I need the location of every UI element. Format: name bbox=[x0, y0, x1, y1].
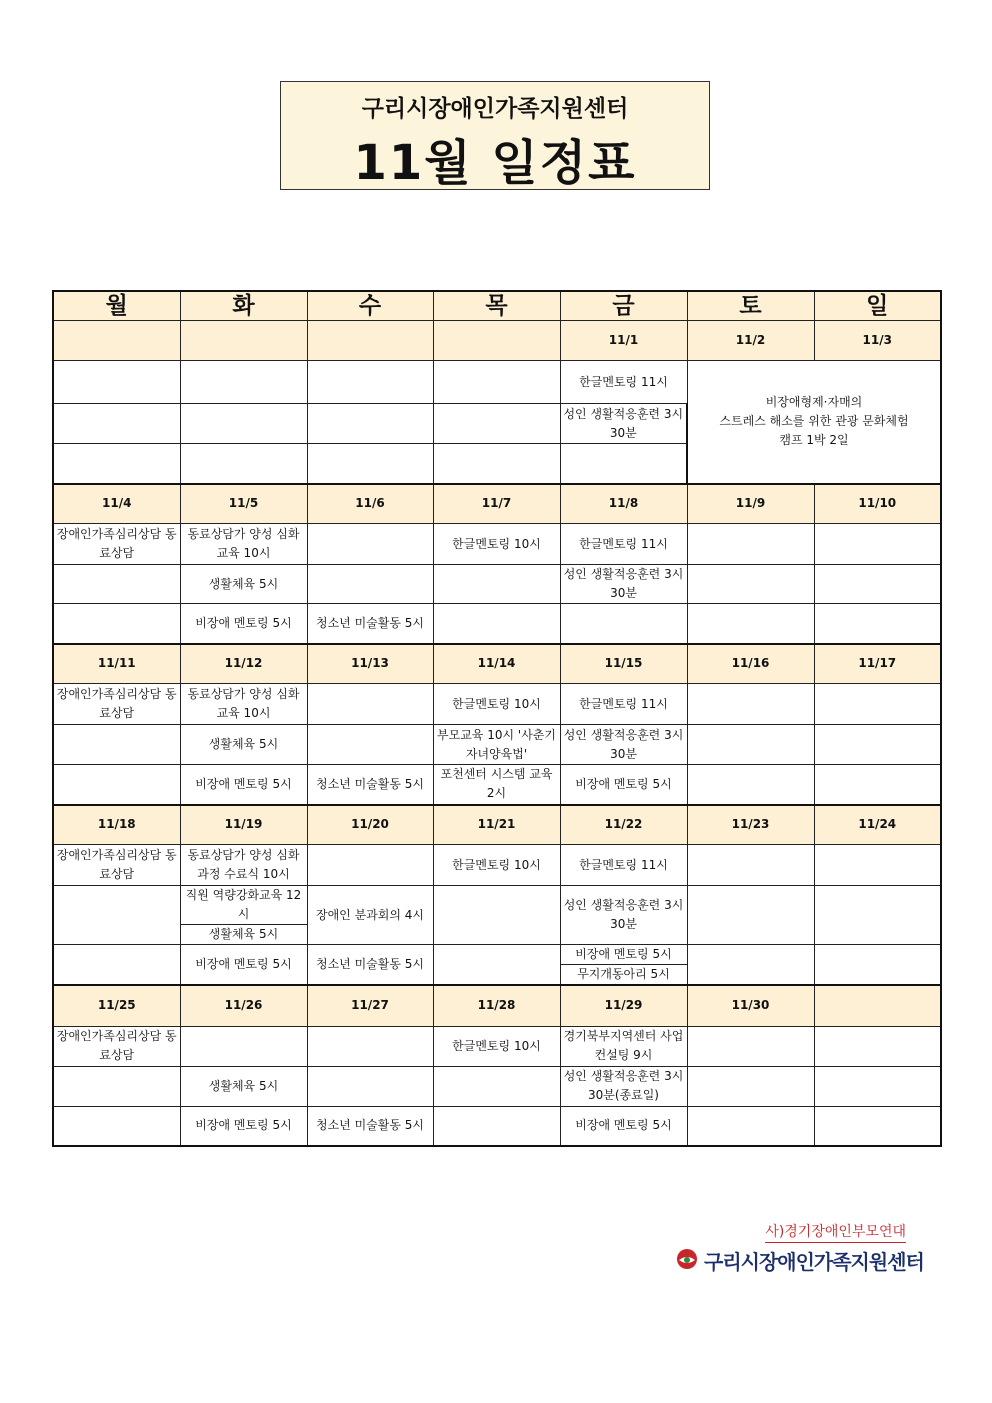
event-cell bbox=[687, 845, 814, 886]
event-cell: 청소년 미술활동 5시 bbox=[307, 1106, 433, 1146]
event-cell bbox=[307, 845, 433, 886]
date-cell: 11/22 bbox=[560, 805, 687, 845]
event-cell bbox=[307, 404, 433, 444]
event-cell: 한글멘토링 11시 bbox=[560, 684, 687, 725]
date-cell: 11/16 bbox=[687, 644, 814, 684]
week2-event-row bbox=[53, 524, 941, 565]
event-cell: 장애인가족심리상담 동료상담 bbox=[53, 845, 180, 886]
week3-event-row bbox=[53, 765, 941, 805]
event-cell bbox=[53, 1066, 180, 1106]
event-cell: 부모교육 10시 '사춘기 자녀양육법' bbox=[433, 725, 560, 765]
week3-event-row bbox=[53, 684, 941, 725]
week2-event-row bbox=[53, 604, 941, 644]
date-cell bbox=[433, 321, 560, 361]
center-name: 구리시장애인가족지원센터 bbox=[704, 1250, 924, 1274]
event-cell bbox=[687, 565, 814, 604]
event-cell: 청소년 미술활동 5시 bbox=[307, 604, 433, 644]
date-cell: 11/8 bbox=[560, 484, 687, 524]
event-cell: 한글멘토링 11시 bbox=[560, 524, 687, 565]
week4-date-row bbox=[53, 805, 941, 845]
weekday-header-row bbox=[53, 291, 941, 321]
camp-event-cell bbox=[687, 361, 941, 484]
event-cell bbox=[433, 945, 560, 986]
weekday-wed: 수 bbox=[307, 291, 433, 321]
event-cell bbox=[687, 1066, 814, 1106]
event-cell bbox=[687, 945, 814, 986]
date-cell: 11/6 bbox=[307, 484, 433, 524]
date-cell: 11/21 bbox=[433, 805, 560, 845]
event-cell: 포천센터 시스템 교육 2시 bbox=[433, 765, 560, 805]
event-cell bbox=[307, 1066, 433, 1106]
event-cell bbox=[687, 524, 814, 565]
event-cell bbox=[687, 725, 814, 765]
event-cell bbox=[560, 444, 687, 484]
event-cell: 생활체육 5시 bbox=[180, 565, 307, 604]
date-cell: 11/19 bbox=[180, 805, 307, 845]
event-cell: 성인 생활적응훈련 3시 30분 bbox=[560, 725, 687, 765]
event-line: 무지개동아리 5시 bbox=[577, 967, 670, 981]
week1-event-row bbox=[53, 361, 941, 404]
event-cell: 비장애 멘토링 5시 bbox=[560, 765, 687, 805]
event-line: 생활체육 5시 bbox=[208, 927, 279, 941]
event-cell: 비장애 멘토링 5시 bbox=[180, 945, 307, 986]
footer bbox=[660, 1222, 950, 1282]
event-cell bbox=[53, 604, 180, 644]
event-cell bbox=[307, 524, 433, 565]
split-event-cell bbox=[560, 945, 687, 986]
event-cell: 비장애 멘토링 5시 bbox=[560, 1106, 687, 1146]
date-cell bbox=[307, 321, 433, 361]
event-cell bbox=[307, 565, 433, 604]
camp-line: 비장애형제·자매의 bbox=[765, 395, 863, 410]
event-cell: 한글멘토링 10시 bbox=[433, 684, 560, 725]
event-cell bbox=[180, 1026, 307, 1066]
event-cell bbox=[53, 945, 180, 986]
event-cell bbox=[814, 1026, 941, 1066]
event-cell: 한글멘토링 10시 bbox=[433, 845, 560, 886]
event-cell bbox=[814, 725, 941, 765]
week2-event-row bbox=[53, 565, 941, 604]
schedule-table bbox=[52, 290, 942, 1147]
date-cell: 11/14 bbox=[433, 644, 560, 684]
event-cell bbox=[433, 565, 560, 604]
event-line: 직원 역량강화교육 12시 bbox=[181, 886, 307, 925]
event-cell bbox=[687, 1026, 814, 1066]
weekday-sat: 토 bbox=[687, 291, 814, 321]
event-cell bbox=[307, 684, 433, 725]
event-cell bbox=[814, 845, 941, 886]
date-cell: 11/13 bbox=[307, 644, 433, 684]
event-cell: 장애인가족심리상담 동료상담 bbox=[53, 684, 180, 725]
event-cell bbox=[687, 684, 814, 725]
date-cell: 11/11 bbox=[53, 644, 180, 684]
date-cell: 11/7 bbox=[433, 484, 560, 524]
split-event-cell bbox=[180, 886, 307, 945]
date-cell: 11/17 bbox=[814, 644, 941, 684]
event-cell bbox=[307, 444, 433, 484]
week3-date-row bbox=[53, 644, 941, 684]
event-cell: 비장애 멘토링 5시 bbox=[180, 765, 307, 805]
event-cell bbox=[814, 1106, 941, 1146]
event-cell bbox=[433, 361, 560, 404]
date-cell: 11/23 bbox=[687, 805, 814, 845]
date-cell: 11/3 bbox=[814, 321, 941, 361]
weekday-fri: 금 bbox=[560, 291, 687, 321]
event-cell bbox=[180, 444, 307, 484]
weekday-sun: 일 bbox=[814, 291, 941, 321]
event-cell: 한글멘토링 11시 bbox=[560, 845, 687, 886]
date-cell bbox=[53, 321, 180, 361]
event-cell: 비장애 멘토링 5시 bbox=[180, 1106, 307, 1146]
page-title: 11월 일정표 bbox=[353, 135, 637, 191]
logo-icon bbox=[676, 1248, 698, 1270]
weekday-tue: 화 bbox=[180, 291, 307, 321]
event-cell bbox=[814, 765, 941, 805]
date-cell: 11/26 bbox=[180, 985, 307, 1026]
week5-event-row bbox=[53, 1106, 941, 1146]
event-cell: 생활체육 5시 bbox=[180, 725, 307, 765]
event-cell bbox=[814, 945, 941, 986]
week4-event-row bbox=[53, 845, 941, 886]
weekday-thu: 목 bbox=[433, 291, 560, 321]
event-cell: 성인 생활적응훈련 3시 30분(종료일) bbox=[560, 1066, 687, 1106]
date-cell bbox=[814, 985, 941, 1026]
event-cell bbox=[307, 361, 433, 404]
event-cell bbox=[433, 604, 560, 644]
event-cell bbox=[433, 404, 560, 444]
date-cell: 11/20 bbox=[307, 805, 433, 845]
event-cell: 생활체육 5시 bbox=[180, 1066, 307, 1106]
event-cell: 동료상담가 양성 심화교육 10시 bbox=[180, 524, 307, 565]
week4-event-row bbox=[53, 886, 941, 945]
event-cell: 한글멘토링 10시 bbox=[433, 524, 560, 565]
date-cell: 11/4 bbox=[53, 484, 180, 524]
event-cell bbox=[53, 886, 180, 945]
date-cell: 11/9 bbox=[687, 484, 814, 524]
event-cell bbox=[53, 725, 180, 765]
date-cell: 11/24 bbox=[814, 805, 941, 845]
date-cell: 11/1 bbox=[560, 321, 687, 361]
event-cell bbox=[53, 565, 180, 604]
event-cell bbox=[814, 604, 941, 644]
date-cell: 11/10 bbox=[814, 484, 941, 524]
event-cell bbox=[53, 1106, 180, 1146]
event-cell: 동료상담가 양성 심화교육 10시 bbox=[180, 684, 307, 725]
event-cell bbox=[687, 765, 814, 805]
event-cell: 장애인가족심리상담 동료상담 bbox=[53, 1026, 180, 1066]
date-cell bbox=[180, 321, 307, 361]
parent-org: 사)경기장애인부모연대 bbox=[765, 1222, 906, 1243]
week5-event-row bbox=[53, 1026, 941, 1066]
weekday-mon: 월 bbox=[53, 291, 180, 321]
event-cell bbox=[814, 524, 941, 565]
event-cell bbox=[307, 725, 433, 765]
event-cell bbox=[433, 886, 560, 945]
event-cell bbox=[433, 1066, 560, 1106]
event-cell: 성인 생활적응훈련 3시 30분 bbox=[560, 404, 687, 444]
event-cell bbox=[687, 886, 814, 945]
date-cell: 11/2 bbox=[687, 321, 814, 361]
event-cell: 한글멘토링 11시 bbox=[560, 361, 687, 404]
camp-line: 캠프 1박 2일 bbox=[779, 433, 849, 448]
event-cell bbox=[53, 404, 180, 444]
event-cell bbox=[687, 1106, 814, 1146]
week5-date-row bbox=[53, 985, 941, 1026]
date-cell: 11/15 bbox=[560, 644, 687, 684]
date-cell: 11/25 bbox=[53, 985, 180, 1026]
event-cell bbox=[180, 404, 307, 444]
week5-event-row bbox=[53, 1066, 941, 1106]
event-cell bbox=[180, 361, 307, 404]
event-cell bbox=[814, 1066, 941, 1106]
date-cell: 11/27 bbox=[307, 985, 433, 1026]
event-line: 비장애 멘토링 5시 bbox=[561, 945, 687, 965]
event-cell bbox=[307, 1026, 433, 1066]
date-cell: 11/5 bbox=[180, 484, 307, 524]
date-cell: 11/18 bbox=[53, 805, 180, 845]
event-cell bbox=[53, 444, 180, 484]
event-cell bbox=[433, 444, 560, 484]
date-cell: 11/30 bbox=[687, 985, 814, 1026]
date-cell: 11/28 bbox=[433, 985, 560, 1026]
event-cell bbox=[53, 361, 180, 404]
event-cell bbox=[814, 886, 941, 945]
camp-line: 스트레스 해소를 위한 관광 문화체험 bbox=[719, 414, 909, 429]
week3-event-row bbox=[53, 725, 941, 765]
week1-date-row bbox=[53, 321, 941, 361]
event-cell: 동료상담가 양성 심화과정 수료식 10시 bbox=[180, 845, 307, 886]
event-cell: 경기북부지역센터 사업컨설팅 9시 bbox=[560, 1026, 687, 1066]
event-cell: 장애인가족심리상담 동료상담 bbox=[53, 524, 180, 565]
event-cell bbox=[814, 565, 941, 604]
event-cell bbox=[814, 684, 941, 725]
event-cell bbox=[53, 765, 180, 805]
date-cell: 11/12 bbox=[180, 644, 307, 684]
title-box bbox=[280, 81, 710, 190]
event-cell: 비장애 멘토링 5시 bbox=[180, 604, 307, 644]
event-cell: 장애인 분과회의 4시 bbox=[307, 886, 433, 945]
org-name: 구리시장애인가족지원센터 bbox=[361, 96, 629, 122]
event-cell bbox=[687, 604, 814, 644]
event-cell: 청소년 미술활동 5시 bbox=[307, 945, 433, 986]
event-cell: 한글멘토링 10시 bbox=[433, 1026, 560, 1066]
event-cell: 청소년 미술활동 5시 bbox=[307, 765, 433, 805]
week2-date-row bbox=[53, 484, 941, 524]
event-cell bbox=[433, 1106, 560, 1146]
event-cell bbox=[560, 604, 687, 644]
week4-event-row bbox=[53, 945, 941, 986]
event-cell: 성인 생활적응훈련 3시 30분 bbox=[560, 886, 687, 945]
date-cell: 11/29 bbox=[560, 985, 687, 1026]
event-cell: 성인 생활적응훈련 3시 30분 bbox=[560, 565, 687, 604]
